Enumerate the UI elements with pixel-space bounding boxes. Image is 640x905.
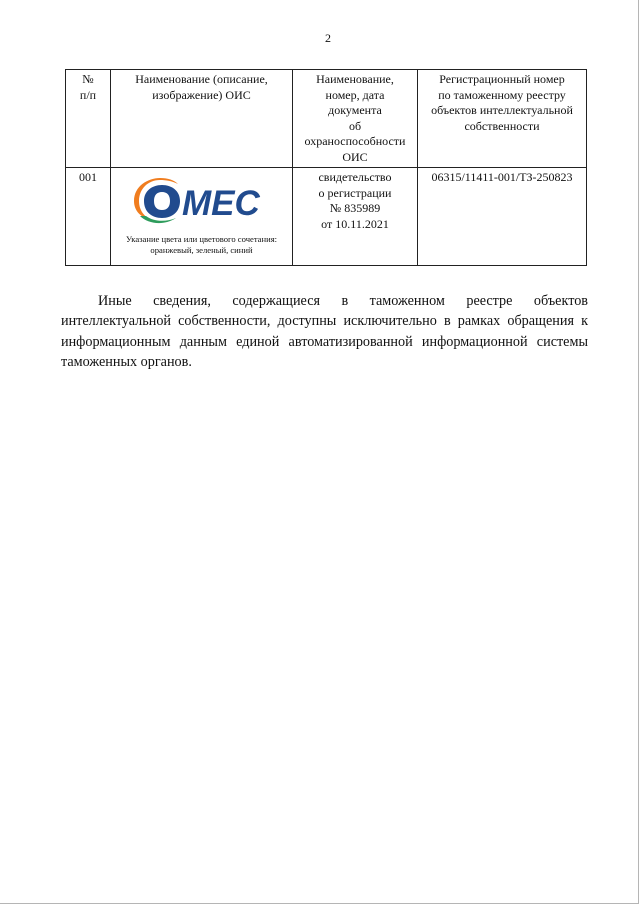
header-text-line: документа <box>328 103 382 117</box>
trademark-cell <box>111 168 293 266</box>
logo-wordmark: MEC <box>181 184 260 223</box>
table-header-row <box>66 70 587 168</box>
omec-logo <box>126 174 278 228</box>
color-note-line: Указание цвета или цветового сочетания: <box>125 234 278 244</box>
document-line: № 835989 <box>329 201 381 215</box>
color-note-line: оранжевый, зеленый, синий <box>150 245 253 255</box>
document-cell <box>293 168 418 266</box>
header-cell-registration <box>418 70 587 168</box>
table-row <box>66 168 587 266</box>
header-text-line: охраноспособности <box>304 134 406 148</box>
header-cell-object <box>111 70 293 168</box>
document-line: свидетельство <box>318 170 392 184</box>
registration-number: 06315/11411-001/ТЗ-250823 <box>418 168 587 266</box>
header-cell-document <box>293 70 418 168</box>
header-text-line: п/п <box>79 87 97 102</box>
row-number: 001 <box>66 168 111 266</box>
header-text-line: Наименование, <box>316 72 394 86</box>
page-number: 2 <box>325 31 331 45</box>
document-line: от 10.11.2021 <box>321 216 389 231</box>
header-text-line: собственности <box>464 118 540 133</box>
color-note <box>114 234 289 256</box>
header-text-line: об <box>348 118 362 133</box>
header-cell-number <box>66 70 111 168</box>
header-text-line: Наименование (описание, <box>135 72 268 86</box>
header-text-line: по таможенному реестру <box>438 87 566 102</box>
document-line: о регистрации <box>318 185 392 200</box>
ip-registry-table <box>65 69 587 266</box>
header-text-line: изображение) ОИС <box>152 87 251 102</box>
header-text-line: ОИС <box>342 149 368 164</box>
header-text-line: № <box>82 72 94 86</box>
header-text-line: Регистрационный номер <box>439 72 565 86</box>
header-text-line: объектов интеллектуальной <box>431 103 573 117</box>
logo-blue-ring <box>144 185 180 218</box>
header-text-line: номер, дата <box>325 87 385 102</box>
body-paragraph: Иные сведения, содержащиеся в таможенном реестре объектов интеллектуальной собственности, доступны исключительно в рамках обращения к информационным данным единой автоматизированной информационной системы таможенных органов. <box>61 293 588 371</box>
